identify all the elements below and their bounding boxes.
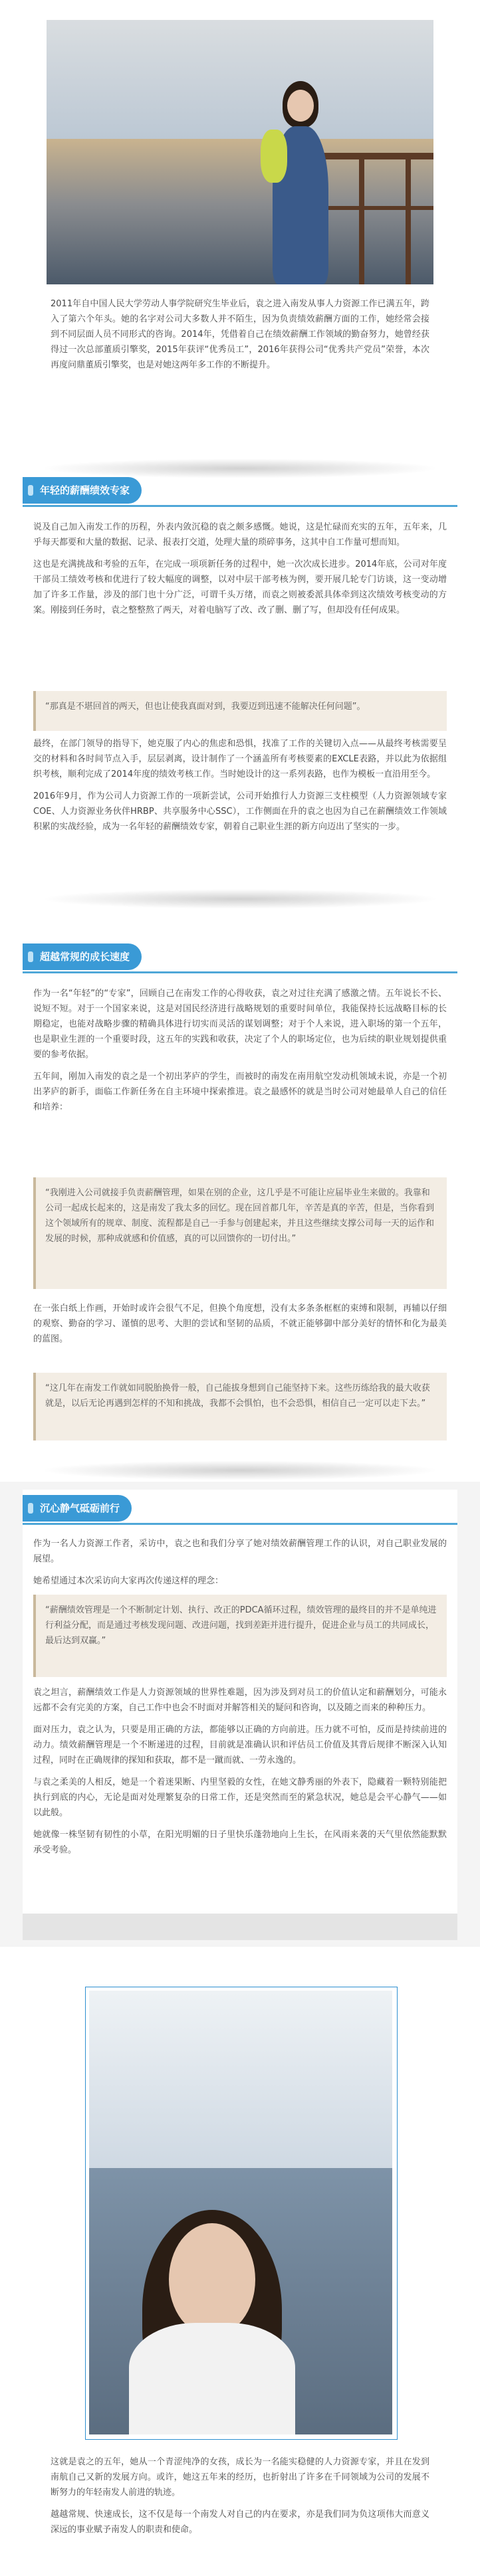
outro-text [51, 2454, 429, 2544]
section3-body-2 [33, 1685, 447, 1864]
section-divider [40, 889, 440, 909]
section2-p3: 在一张白纸上作画，开始时或许会很气不足，但换个角度想，没有太多条条框框的束缚和限制，再辅以仔细的观察、勤奋的学习、谨慎的思考、大胆的尝试和坚韧的品质，不就正能够御中部分美好的情怀和化为最美的蓝图。 [33, 1304, 447, 1344]
section1-body [33, 520, 447, 625]
outro-p2: 越越常规、快速成长，这不仅是每一个南发人对自己的内在要求，亦是我们同为负这项伟大而意义深远的事业赋予南发人的职责和使命。 [51, 2510, 429, 2535]
section-divider [40, 1460, 440, 1480]
section3-p5: 与袁之柔美的人相反，她是一个着迷果断、内里坚毅的女性，在她文静秀丽的外表下，隐藏着一颗特别能把执行到底的内心，无论是面对处理繁复杂的日常工作，还是突然而至的紧急状况，她总是会平心静气——如以此般。 [33, 1777, 447, 1818]
portrait-photo [89, 1991, 392, 2434]
section2-quote2-text: “这几年在南发工作就如同脱胎换骨一般，自己能拔身想到自己能坚持下来。这些历练给我的最大收获就是，以后无论再遇到怎样的不知和挑战，我都不会惧怕，也不会恐惧，相信自己一定可以走下去。” [45, 1383, 430, 1409]
section3-quote-text: “薪酬绩效管理是一个不断制定计划、执行、改正的PDCA循环过程，绩效管理的最终目的并不是单纯进行利益分配，而是通过考核发现问题、改进问题，找到差距并进行提升，促进企业与员工的共同成长，最后达到双赢。” [45, 1605, 437, 1646]
section1-quote-text: “那真是不堪回首的两天，但也让使我真面对到，我要迈到迅速不能解决任何问题”。 [45, 702, 366, 712]
section1-p4: 2016年9月，作为公司人力资源工作的一项新尝试，公司开始推行人力资源三支柱模型（人力资源领域专家COE、人力资源业务伙伴HRBP、共享服务中心SSC），工作侧面在升的袁之也因为自己在薪酬绩效工作领域积累的实战经验，成为一名年轻的薪酬绩效专家，朝着自己职业生涯的新方向迈出了坚实的一步。 [33, 791, 447, 832]
section3-footer-bar [23, 1914, 457, 1940]
section1-p2: 这也是充满挑战和考验的五年，在完成一项项新任务的过程中，她一次次成长进步。2014年底，公司对年度干部员工绩效考核和优进行了较大幅度的调整，以对中层干部考核为例，要开展几轮专门访谈，这一变动增加了许多工作量，涉及的部门也十分广泛，可谓千头万绪，而袁之则被委派具体牵到这次绩效考核变动的方案。刚接到任务时，袁之整整熬了两天，对着电脑写了改、改了删、删了写，但却没有任何成果。 [33, 559, 447, 615]
section3-p3: 袁之坦言，薪酬绩效工作是人力资源领域的世界性难题，因为涉及到对员工的价值认定和薪酬划分，可能永远都不会有完美的方案，自己工作中也会不时面对并解答相关的疑问和咨询，以及随之而来的种种压力。 [33, 1688, 447, 1713]
intro-text [51, 296, 429, 379]
section3-p4: 面对压力，袁之认为，只要是用正确的方法，都能够以正确的方向前进。压力就不可怕，反而是持续前进的动力。绩效薪酬管理是一个不断递进的过程，目前就是准确认识和评估员工价值及其背后规律不断深入认知过程，同时在正确规律的探知和获取，都不是一蹴而就、一劳永逸的。 [33, 1725, 447, 1765]
section1-p3: 最终，在部门领导的指导下，她克服了内心的焦虑和恐惧，找准了工作的关键切入点——从最终考核需要呈交的材料和各时间节点入手，层层剥离，设计制作了一个涵盖所有考核要素的EXCLE表路，并以此为依据组织考核，顺利完成了2014年度的绩效考核工作。当时她设计的这一系列表路，也作为模板一直沿用至今。 [33, 739, 447, 779]
section1-header [23, 476, 457, 507]
outro-p1: 这就是袁之的五年，她从一个青涩纯净的女孩，成长为一名能实稳健的人力资源专家，并且在发到南航自己又新的发展方向。或许，她这五年来的经历，也折射出了许多在千同领域为公司的发展不断努力的年轻南发人前进的轨迹。 [51, 2457, 429, 2498]
section3-quote [33, 1595, 447, 1677]
section2-quote2 [33, 1373, 447, 1440]
section3-header [23, 1494, 457, 1525]
section2-p2: 五年间，刚加入南发的袁之是一个初出茅庐的学生，而被时的南发在南用航空发动机领域未说，亦是一个初出茅庐的新手，面临工作新任务在自主环境中探索推进。袁之最感怀的就是当时公司对她最单人自己的信任和培养： [33, 1072, 447, 1112]
intro-paragraph: 2011年自中国人民大学劳动人事学院研究生毕业后，袁之进入南发从事人力资源工作已满五年，跨入了第六个年头。她的名字对公司大多数人并不陌生，因为负责绩效薪酬方面的工作，她经常会接到不同层面人员不同形式的咨询。2014年，凭借着自己在绩效薪酬工作领域的勤奋努力，她曾经获得过一次总部董质引擎奖，2015年获评“优秀员工”，2016年获得公司“优秀共产党员”荣誉，本次再度问鼎董质引擎奖，也是对她这两年多工作的不断提升。 [51, 299, 429, 370]
section3-p2: 她希望通过本次采访向大家再次传递这样的理念： [33, 1576, 224, 1586]
section2-quote1 [33, 1177, 447, 1289]
section2-p1: 作为一名“年轻”的“专家”，回顾自己在南发工作的心得收获，袁之对过往充满了感激之情。五年说长不长、说短不短。对于一个国家来说，这是对国民经济进行战略规划的重要时间单位，我能保持长远战略目标的长期稳定，也能对战略步骤的精确具体进行切实而灵活的谋划调整；对于个人来说，进入职场的第一个五年，也是职业生涯的一个重要时段，这五年的实践和收获，决定了个人的职场定位，也为后续的职业规划提供重要的参考依据。 [33, 989, 447, 1060]
top-photo [47, 20, 433, 284]
section2-body [33, 986, 447, 1122]
section3-p1: 作为一名人力资源工作者，采访中，袁之也和我们分享了她对绩效薪酬管理工作的认识，对自己职业发展的展望。 [33, 1539, 447, 1564]
section1-quote [33, 691, 447, 731]
section3-title: 沉心静气砥砺前行 [23, 1495, 132, 1522]
section3-body [33, 1536, 447, 1595]
section1-p1: 说及自己加入南发工作的历程，外表内敛沉稳的袁之颇多感慨。她说，这是忙碌而充实的五年，五年来，几乎每天都要和大量的数据、记录、报表打交道，处理大量的琐碎事务，这其中自工作量可想而知。 [33, 522, 447, 547]
section2-body-2 [33, 1301, 447, 1353]
section3-p6: 她就像一株坚韧有韧性的小草，在阳光明媚的日子里快乐蓬勃地向上生长，在风雨来袭的天气里依然能默默承受考验。 [33, 1830, 447, 1855]
section1-body-2 [33, 736, 447, 841]
section1-title: 年轻的薪酬绩效专家 [23, 477, 142, 504]
section2-header [23, 942, 457, 973]
section2-quote1-text: “我刚进入公司就接手负责薪酬管理，如果在别的企业，这几乎是不可能让应届毕业生来做的。我靠和公司一起成长起来的，这是南发了我太多的回忆。现在回首都几年，辛苦是真的辛苦，但是，当你看到这个领域所有的规章、制度、流程都是自己一手参与创建起来，并且这些继续支撑公司每一天的运作和发展的时候，那种成就感和价值感，真的可以回馈你的一切付出。” [45, 1188, 435, 1244]
section2-title: 超越常规的成长速度 [23, 943, 142, 970]
